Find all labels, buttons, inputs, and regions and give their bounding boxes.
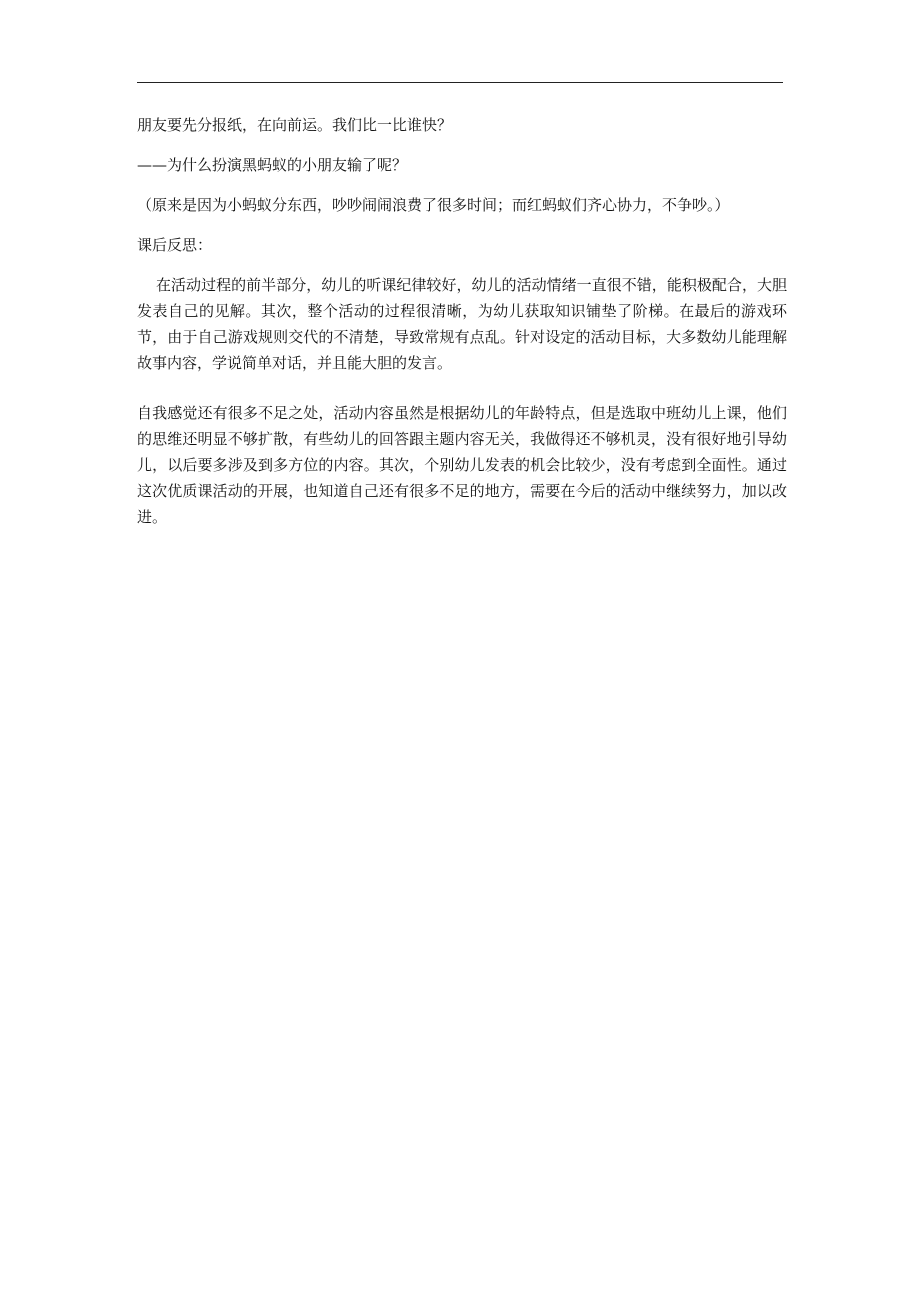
reflection-heading: 课后反思： xyxy=(137,236,213,254)
paragraph-reflection-1: 在活动过程的前半部分，幼儿的听课纪律较好，幼儿的活动情绪一直很不错，能积极配合，大胆发表自己的见解。其次，整个活动的过程很清晰，为幼儿获取知识铺垫了阶梯。在最后的游戏环节，由于自己游戏规则交代的不清楚，导致常规有点乱。针对设定的活动目标，大多数幼儿能理解故事内容，学说简单对话，并且能大胆的发言。 xyxy=(137,276,787,372)
document-body xyxy=(137,112,787,530)
paragraph-answer: （原来是因为小蚂蚁分东西，吵吵闹闹浪费了很多时间；而红蚂蚁们齐心协力，不争吵。） xyxy=(137,196,730,214)
paragraph-reflection-2: 自我感觉还有很多不足之处，活动内容虽然是根据幼儿的年龄特点，但是选取中班幼儿上课，他们的思维还明显不够扩散，有些幼儿的回答跟主题内容无关，我做得还不够机灵，没有很好地引导幼儿，以后要多涉及到多方位的内容。其次，个别幼儿发表的机会比较少，没有考虑到全面性。通过这次优质课活动的开展，也知道自己还有很多不足的地方，需要在今后的活动中继续努力，加以改进。 xyxy=(137,404,787,526)
paragraph-continuation: 朋友要先分报纸，在向前运。我们比一比谁快？ xyxy=(137,116,453,134)
paragraph-question: ——为什么扮演黑蚂蚁的小朋友输了呢？ xyxy=(137,156,408,174)
header-rule xyxy=(137,82,783,83)
